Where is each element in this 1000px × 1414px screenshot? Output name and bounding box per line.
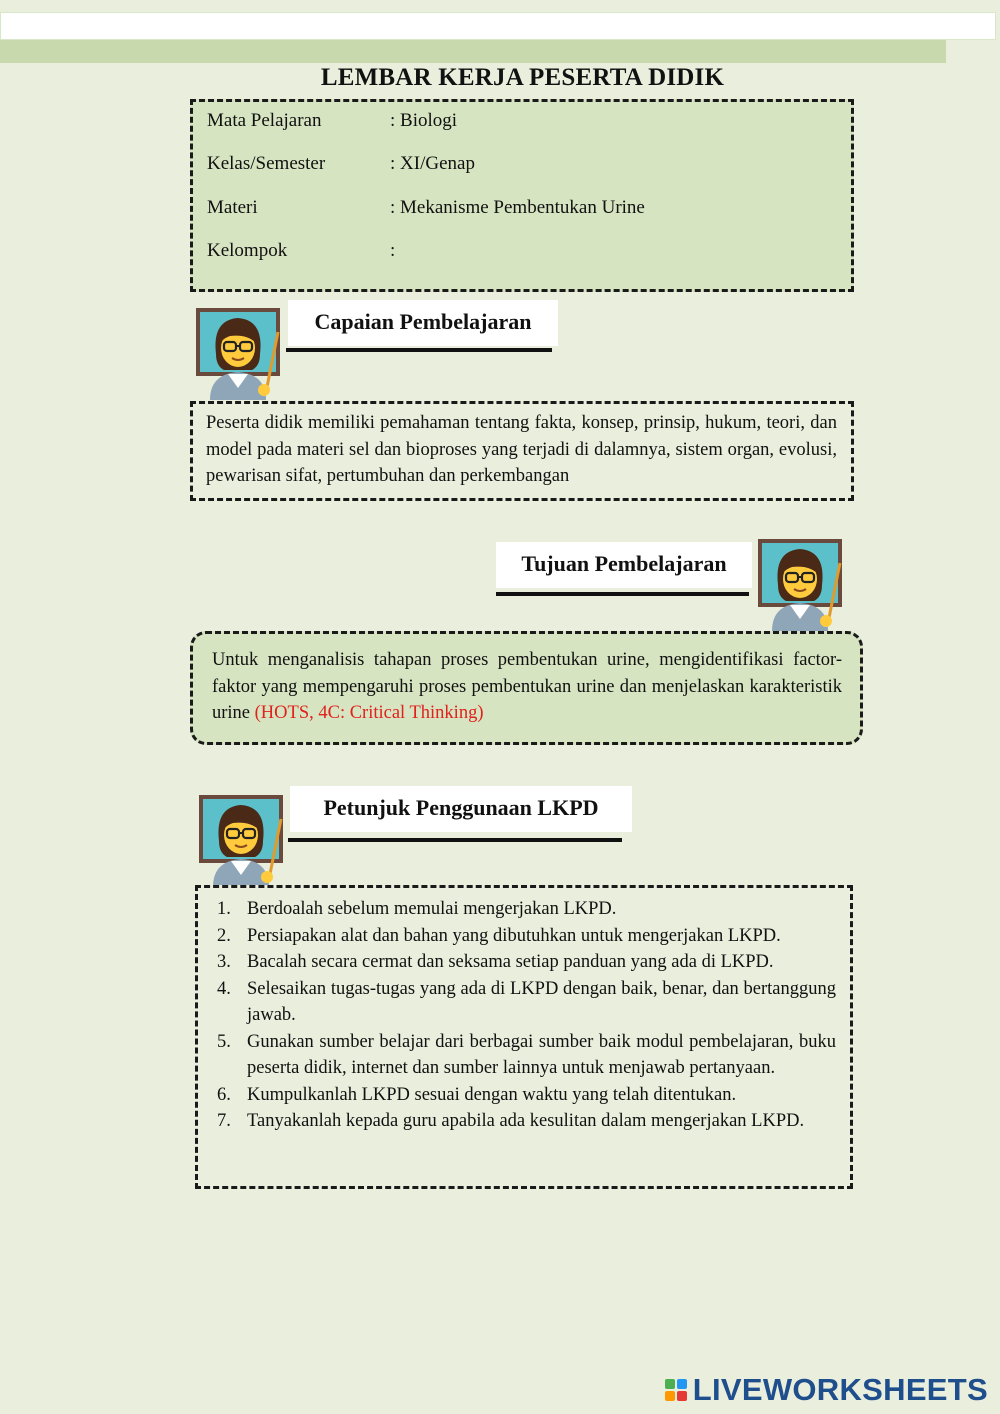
list-text: Berdoalah sebelum memulai mengerjakan LKPD.	[247, 899, 617, 919]
list-item	[214, 976, 836, 1029]
info-label: Kelompok	[207, 240, 288, 261]
capaian-text-box	[190, 401, 854, 501]
info-label: Materi	[207, 197, 258, 218]
petunjuk-underline	[288, 838, 622, 842]
teacher-emoji-icon	[190, 304, 286, 400]
list-text: Persiapakan alat dan bahan yang dibutuhkan untuk mengerjakan LKPD.	[247, 925, 781, 946]
list-number: 6.	[217, 1084, 231, 1105]
page-title: LEMBAR KERJA PESERTA DIDIK	[320, 64, 725, 91]
liveworksheets-logo-icon	[665, 1379, 687, 1401]
kelompok-input[interactable]: :	[390, 240, 396, 261]
list-text: Selesaikan tugas-tugas yang ada di LKPD dengan baik, benar, dan bertanggung jawab.	[247, 978, 836, 1025]
list-text: Bacalah secara cermat dan seksama setiap panduan yang ada di LKPD.	[247, 952, 774, 972]
list-item	[214, 1108, 836, 1135]
info-value: : Biologi	[390, 110, 458, 131]
list-number: 7.	[217, 1111, 231, 1131]
teacher-emoji-icon	[752, 535, 848, 631]
list-text: Tanyakanlah kepada guru apabila ada kesulitan dalam mengerjakan LKPD.	[247, 1111, 805, 1131]
capaian-underline	[286, 348, 552, 352]
tujuan-heading: Tujuan Pembelajaran	[496, 542, 752, 588]
identity-box	[190, 99, 854, 292]
tujuan-text: Untuk menganalisis tahapan proses pembentukan urine, mengidentifikasi factor-faktor yang mempengaruhi proses pembentukan urine dan menjelaskan karakteristik urine	[212, 650, 842, 723]
capaian-text: Peserta didik memiliki pemahaman tentang fakta, konsep, prinsip, hukum, teori, dan model pada materi sel dan bioproses yang terjadi di dalamnya, sistem organ, evolusi, pewarisan sifat, pertumbuhan dan perkembangan	[206, 413, 837, 486]
info-row-kelompok[interactable]	[207, 239, 827, 263]
tujuan-paragraph	[212, 647, 842, 727]
header-green-bar	[0, 40, 946, 63]
liveworksheets-logo[interactable]	[665, 1373, 988, 1407]
list-text: Kumpulkanlah LKPD sesuai dengan waktu yang telah ditentukan.	[247, 1084, 737, 1105]
tujuan-underline	[496, 592, 749, 596]
petunjuk-list-box	[195, 885, 853, 1189]
capaian-heading: Capaian Pembelajaran	[288, 300, 558, 346]
info-value: : Mekanisme Pembentukan Urine	[390, 197, 645, 218]
teacher-emoji-icon	[193, 791, 289, 887]
info-label: Mata Pelajaran	[207, 110, 322, 131]
info-label: Kelas/Semester	[207, 153, 326, 174]
list-number: 4.	[217, 978, 231, 999]
list-number: 1.	[217, 899, 231, 919]
hots-label: (HOTS, 4C: Critical Thinking)	[254, 703, 484, 723]
tujuan-text-box	[190, 631, 863, 745]
list-item	[214, 949, 836, 976]
list-item	[214, 896, 836, 923]
list-item	[214, 923, 836, 950]
petunjuk-heading: Petunjuk Penggunaan LKPD	[290, 786, 632, 832]
liveworksheets-logo-text: LIVEWORKSHEETS	[692, 1372, 988, 1407]
list-text: Gunakan sumber belajar dari berbagai sumber baik modul pembelajaran, buku peserta didik, internet dan sumber lainnya untuk menjawab pertanyaan.	[247, 1031, 836, 1078]
info-value: : XI/Genap	[390, 153, 475, 174]
list-item	[214, 1029, 836, 1082]
list-number: 5.	[217, 1031, 231, 1052]
header-white-strip	[0, 12, 996, 40]
list-number: 3.	[217, 952, 231, 972]
list-number: 2.	[217, 925, 231, 946]
list-item	[214, 1082, 836, 1109]
